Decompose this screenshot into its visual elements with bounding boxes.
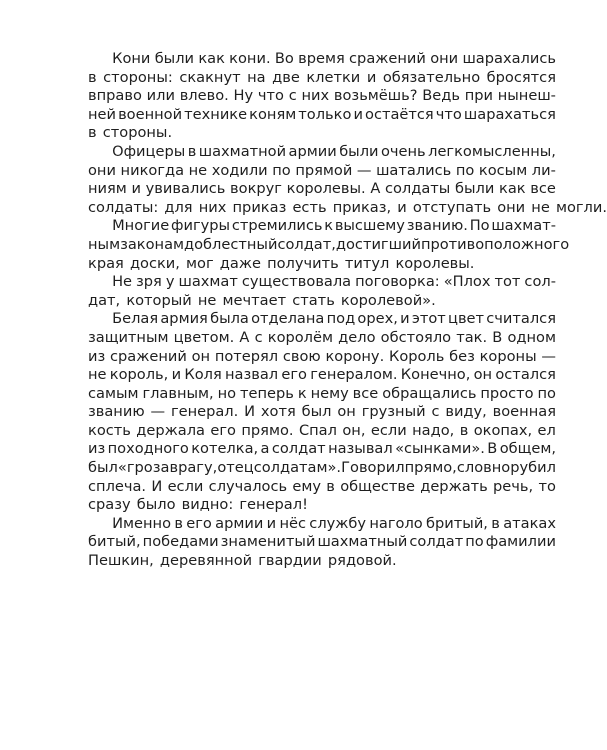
word: держала [136, 421, 205, 439]
text-line [88, 440, 556, 459]
word: шатались [376, 161, 452, 179]
word: — [150, 403, 166, 421]
word: титул [344, 254, 390, 272]
word: гвардии [258, 552, 322, 570]
word: солдаты: [88, 198, 159, 216]
word: самым [88, 384, 139, 402]
word: законам [120, 235, 185, 253]
text-line [88, 403, 556, 422]
word: только [298, 105, 352, 123]
word: края [88, 254, 124, 272]
word: Пешкин, [88, 552, 154, 570]
word: и [366, 68, 377, 86]
word: получить [267, 254, 339, 272]
word: время [298, 50, 345, 67]
word: и [353, 105, 363, 123]
word: никогда [120, 161, 185, 179]
word: даже [219, 254, 261, 272]
word: военная [492, 403, 556, 421]
paragraph [88, 515, 556, 571]
text-line [88, 50, 556, 69]
word: армия [160, 310, 208, 328]
word: король, [109, 366, 169, 384]
word: знаменитый [220, 533, 316, 551]
word: шахмат- [491, 217, 556, 235]
word: армии [288, 142, 337, 160]
word: обязательно [382, 68, 481, 86]
word: Именно [112, 514, 171, 532]
word: потерял [214, 347, 279, 365]
word: если [370, 421, 407, 439]
paragraph [88, 50, 556, 143]
text-line [88, 180, 556, 199]
word: технике [184, 105, 248, 123]
word: что [435, 105, 462, 123]
word: солдат, [277, 235, 336, 253]
word: По [469, 217, 490, 235]
word: общем, [499, 440, 556, 458]
word: достигший [335, 235, 421, 253]
word: не [531, 198, 550, 216]
word: просто [480, 384, 534, 402]
word: увивались [145, 180, 226, 198]
word: на [247, 68, 266, 86]
word: все [352, 384, 379, 402]
text-line [88, 87, 556, 106]
word: сражений [109, 347, 187, 365]
word: Во [274, 50, 294, 67]
word: как [198, 50, 225, 67]
text-line [88, 366, 556, 385]
word: держать [420, 477, 488, 495]
word: шахматной [198, 142, 287, 160]
word: солдаты [384, 180, 451, 198]
text-line [88, 69, 556, 88]
word: шарахаться [463, 105, 556, 123]
text-line [88, 310, 556, 329]
word: — [356, 161, 372, 179]
text-line [88, 385, 556, 404]
word: прямо, [404, 459, 457, 477]
word: вправо [88, 87, 142, 105]
word: могли. [555, 198, 607, 216]
word: из [88, 347, 106, 365]
word: в [88, 68, 97, 86]
word: И [151, 477, 163, 495]
word: прямой [295, 161, 353, 179]
word: походного [107, 440, 189, 458]
text-line [88, 422, 556, 441]
text-line [88, 459, 556, 478]
text-line [88, 552, 556, 571]
word: теперь [240, 384, 294, 402]
word: все [530, 180, 556, 198]
word: окопах, [473, 421, 533, 439]
word: доски, [129, 254, 180, 272]
word: Многие [112, 217, 170, 235]
word: доблестный [184, 235, 278, 253]
word: его [210, 421, 236, 439]
word: если [167, 477, 204, 495]
text-line [88, 348, 556, 367]
word: обстояло [380, 328, 452, 346]
word: не [88, 366, 107, 384]
word: они [497, 198, 526, 216]
word: или [146, 87, 175, 105]
word: них [301, 87, 330, 105]
word: к [324, 217, 334, 235]
word: корону. [325, 347, 385, 365]
word: Кони [112, 50, 151, 67]
word: шахмат [178, 273, 238, 291]
word: главным, [142, 384, 214, 402]
word: две [272, 68, 300, 86]
word: вокруг [230, 180, 282, 198]
text-line [88, 106, 556, 125]
word: надо, [412, 421, 455, 439]
word: цвет [448, 310, 485, 328]
word: приказ [232, 198, 287, 216]
word: косым [478, 161, 528, 179]
word: речь, [493, 477, 534, 495]
word: сразу [88, 496, 131, 514]
word: прямо. [241, 421, 294, 439]
word: королевой». [340, 291, 436, 309]
word: солдат [271, 440, 326, 458]
word: короны [479, 347, 537, 365]
word: свою [282, 347, 321, 365]
text-line [88, 515, 556, 534]
text-line [88, 162, 556, 181]
word: видно: [181, 496, 234, 514]
word: Конечно, [400, 366, 471, 384]
word: по [455, 161, 475, 179]
word: из [88, 440, 106, 458]
word: возьмёшь? [333, 87, 418, 105]
word: существовала [241, 273, 352, 291]
word: под [326, 310, 356, 328]
word: у [165, 273, 175, 291]
word: хотя [260, 403, 296, 421]
word: солдатам». [253, 459, 342, 477]
word: клетки [306, 68, 361, 86]
text-line [88, 273, 556, 292]
word: был [88, 459, 118, 477]
word: стороны. [102, 124, 173, 142]
word: рубил [510, 459, 556, 477]
word: бритый, [426, 514, 488, 532]
word: влево. [179, 87, 229, 105]
word: тот [494, 273, 521, 291]
word: атаках [503, 514, 556, 532]
word: мог [186, 254, 214, 272]
text-line [88, 235, 570, 255]
word: и [131, 180, 141, 198]
word: и [397, 198, 407, 216]
word: и [266, 514, 277, 532]
word: Ведь [422, 87, 460, 105]
word: были [154, 50, 195, 67]
word: для [164, 198, 193, 216]
word: защитным [88, 328, 169, 346]
word: котелка, [191, 440, 259, 458]
word: нёс [279, 514, 306, 532]
word: скакнут [179, 68, 241, 86]
word: Спал [298, 421, 337, 439]
word: он [337, 403, 356, 421]
word: не [188, 161, 208, 179]
word: не [197, 291, 217, 309]
word: Не [112, 273, 133, 291]
text-line [88, 533, 556, 552]
word: И [244, 403, 256, 421]
word: Говорил [341, 459, 405, 477]
word: нынеш- [497, 87, 556, 105]
word: называл [328, 440, 393, 458]
word: отделана [251, 310, 325, 328]
word: но [217, 384, 237, 402]
text-line [88, 198, 607, 218]
word: он [473, 366, 493, 384]
word: который [126, 291, 192, 309]
word: бросятся [486, 68, 556, 86]
word: в [187, 142, 197, 160]
word: коням [249, 105, 297, 123]
word: фамилии [485, 533, 556, 551]
word: ниям [88, 180, 127, 198]
word: остаётся [365, 105, 434, 123]
word: в [88, 124, 97, 142]
word: ему [292, 477, 322, 495]
word: он [191, 347, 211, 365]
word: военной [118, 105, 183, 123]
word: без [449, 347, 475, 365]
word: В [492, 328, 503, 346]
word: ли- [531, 161, 556, 179]
word: сол- [524, 273, 556, 291]
text-line [88, 329, 556, 348]
word: ходили [211, 161, 268, 179]
word: его [186, 514, 212, 532]
paragraph [88, 310, 556, 515]
word: генерал. [170, 403, 239, 421]
word: этот [411, 310, 446, 328]
word: королём [267, 328, 334, 346]
word: по [465, 533, 484, 551]
word: — [541, 347, 556, 365]
page-text-block [88, 50, 607, 571]
word: дело [338, 328, 376, 346]
word: приказ, [332, 198, 392, 216]
text-line [88, 217, 556, 236]
word: дат, [88, 291, 121, 309]
word: Король [388, 347, 445, 365]
word: с [254, 328, 263, 346]
word: случалось [208, 477, 288, 495]
word: одном [507, 328, 556, 346]
word: по [272, 161, 291, 179]
word: «Плох [443, 273, 491, 291]
word: мечтает [222, 291, 287, 309]
word: по [537, 384, 556, 402]
word: считался [486, 310, 556, 328]
word: был [301, 403, 332, 421]
word: отец [217, 459, 254, 477]
word: то [538, 477, 556, 495]
word: так. [456, 328, 488, 346]
paragraph [88, 273, 556, 310]
word: как [499, 180, 526, 198]
word: назвал [225, 366, 279, 384]
word: победами [142, 533, 219, 551]
word: виду, [445, 403, 487, 421]
word: ел [537, 421, 556, 439]
word: зря [136, 273, 162, 291]
text-line [88, 292, 556, 311]
word: словно [456, 459, 511, 477]
word: армии [215, 514, 264, 532]
word: деревянной [159, 552, 253, 570]
word: службу [309, 514, 367, 532]
word: они [88, 161, 116, 179]
word: нему [310, 384, 349, 402]
word: были [455, 180, 495, 198]
paragraph [88, 217, 570, 273]
word: была [210, 310, 249, 328]
word: наголо [369, 514, 423, 532]
word: Офицеры [112, 142, 186, 160]
word: них [198, 198, 227, 216]
word: поговорка: [355, 273, 440, 291]
word: А [370, 180, 381, 198]
word: при [464, 87, 493, 105]
word: кони. [229, 50, 271, 67]
word: битый, [88, 533, 141, 551]
word: очень [380, 142, 426, 160]
word: солдат [409, 533, 464, 551]
word: и [171, 366, 182, 384]
text-line [88, 143, 556, 162]
word: ней [88, 105, 117, 123]
word: ным [88, 235, 121, 253]
word: они [430, 50, 459, 67]
word: «гроза [117, 459, 170, 477]
word: стремились [231, 217, 323, 235]
word: званию. [406, 217, 468, 235]
word: сражений [349, 50, 426, 67]
word: обращались [382, 384, 477, 402]
word: его [281, 366, 307, 384]
word: к [297, 384, 307, 402]
word: врагу, [169, 459, 218, 477]
word: с [431, 403, 440, 421]
paragraph [88, 142, 607, 217]
text-line [88, 496, 556, 515]
word: с [288, 87, 297, 105]
word: шахматный [317, 533, 408, 551]
word: грузный [361, 403, 426, 421]
word: цветом. [173, 328, 235, 346]
word: Белая [112, 310, 159, 328]
word: и [400, 310, 410, 328]
word: королевы. [395, 254, 475, 272]
word: Коля [184, 366, 222, 384]
word: стать [292, 291, 335, 309]
word: обществе [340, 477, 415, 495]
word: были [339, 142, 379, 160]
word: стороны: [103, 68, 173, 86]
word: в [459, 421, 469, 439]
word: Ну [233, 87, 254, 105]
word: генералом. [310, 366, 398, 384]
word: в [491, 514, 500, 532]
word: В [487, 440, 498, 458]
word: что [257, 87, 284, 105]
word: королевы. [286, 180, 366, 198]
text-line [88, 255, 556, 274]
word: в [174, 514, 183, 532]
word: остался [495, 366, 556, 384]
word: рядовой. [327, 552, 397, 570]
word: званию [88, 403, 145, 421]
word: сплеча. [88, 477, 147, 495]
text-line [88, 124, 556, 143]
text-line [88, 478, 556, 497]
word: орех, [357, 310, 398, 328]
word: легкомысленны, [428, 142, 556, 160]
word: а [260, 440, 270, 458]
word: отступать [412, 198, 492, 216]
word: фигуры [171, 217, 231, 235]
word: противоположного [420, 235, 570, 253]
word: было [136, 496, 176, 514]
word: шарахались [462, 50, 556, 67]
word: «сынками». [395, 440, 485, 458]
word: есть [292, 198, 327, 216]
word: кость [88, 421, 131, 439]
word: он, [342, 421, 366, 439]
word: в [326, 477, 335, 495]
word: высшему [334, 217, 405, 235]
word: А [239, 328, 250, 346]
word: генерал! [239, 496, 308, 514]
